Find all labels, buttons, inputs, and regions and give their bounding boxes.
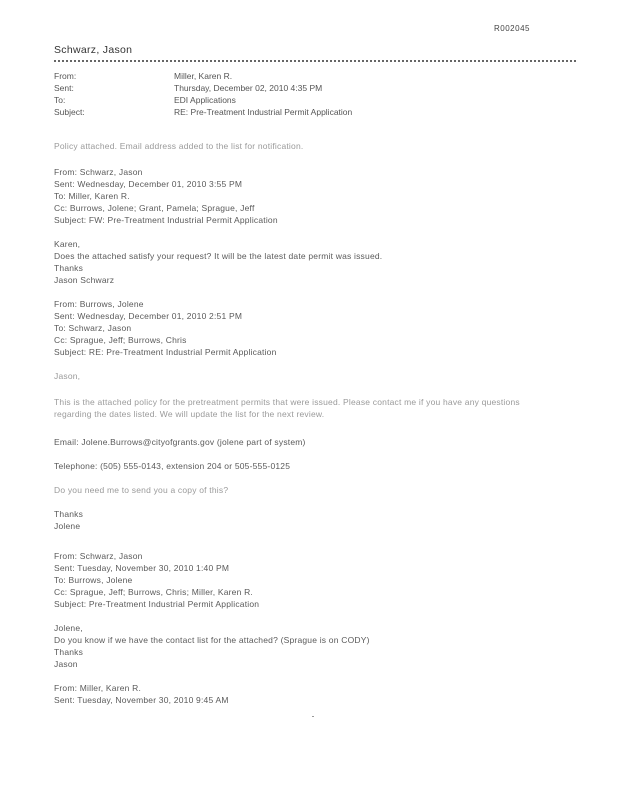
email-line: Jason Schwarz: [54, 275, 115, 285]
email-line: From: Schwarz, Jason: [54, 551, 143, 561]
email-line: From: Schwarz, Jason: [54, 167, 143, 177]
header-divider: [54, 60, 576, 62]
email-line: Subject: RE: Pre-Treatment Industrial Permit Application: [54, 347, 277, 357]
bates-number: R002045: [494, 24, 530, 33]
email-line: Thanks: [54, 509, 84, 519]
email-line: Do you know if we have the contact list for the attached? (Sprague is on CODY): [54, 635, 370, 645]
email-line: Subject: Pre-Treatment Industrial Permit Application: [54, 599, 260, 609]
email-line: Thanks: [54, 647, 84, 657]
header-row-to: [54, 94, 236, 106]
email-line: Cc: Burrows, Jolene; Grant, Pamela; Sprague, Jeff: [54, 203, 255, 213]
header-row-from: [54, 70, 232, 82]
header-label: From:: [54, 71, 77, 81]
email-line: From: Burrows, Jolene: [54, 299, 144, 309]
header-row-subject: [54, 106, 352, 118]
email-line: Sent: Wednesday, December 01, 2010 3:55 PM: [54, 179, 243, 189]
email-line: To: Miller, Karen R.: [54, 191, 130, 201]
email-line: Jason,: [54, 371, 81, 381]
email-author: Schwarz, Jason: [54, 44, 133, 56]
email-line: regarding the dates listed. We will update the list for the next review.: [54, 409, 325, 419]
email-line: Sent: Tuesday, November 30, 2010 9:45 AM: [54, 695, 229, 705]
email-line: Policy attached. Email address added to the list for notification.: [54, 141, 304, 151]
header-row-sent: [54, 82, 322, 94]
header-label: Subject:: [54, 107, 85, 117]
email-line: Jason: [54, 659, 78, 669]
header-label: To:: [54, 95, 66, 105]
email-line: Jolene: [54, 521, 81, 531]
email-line: To: Burrows, Jolene: [54, 575, 133, 585]
header-label: Sent:: [54, 83, 74, 93]
email-line: Cc: Sprague, Jeff; Burrows, Chris: [54, 335, 187, 345]
email-line: Email: Jolene.Burrows@cityofgrants.gov (jolene part of system): [54, 437, 306, 447]
email-line: Subject: FW: Pre-Treatment Industrial Permit Application: [54, 215, 278, 225]
email-line: Do you need me to send you a copy of this?: [54, 485, 229, 495]
page-mark: [312, 716, 314, 717]
email-line: Sent: Tuesday, November 30, 2010 1:40 PM: [54, 563, 230, 573]
email-line: Does the attached satisfy your request? It will be the latest date permit was issued.: [54, 251, 383, 261]
email-line: Sent: Wednesday, December 01, 2010 2:51 PM: [54, 311, 243, 321]
email-line: This is the attached policy for the pretreatment permits that were issued. Please contact me if you have any questions: [54, 397, 520, 407]
email-line: Thanks: [54, 263, 84, 273]
header-value: Thursday, December 02, 2010 4:35 PM: [174, 83, 323, 93]
email-line: Karen,: [54, 239, 81, 249]
header-value: RE: Pre-Treatment Industrial Permit Application: [174, 107, 353, 117]
email-line: Jolene,: [54, 623, 83, 633]
email-line: From: Miller, Karen R.: [54, 683, 142, 693]
header-value: EDI Applications: [174, 95, 236, 105]
header-value: Miller, Karen R.: [174, 71, 233, 81]
email-line: Cc: Sprague, Jeff; Burrows, Chris; Miller, Karen R.: [54, 587, 253, 597]
email-line: To: Schwarz, Jason: [54, 323, 132, 333]
email-line: Telephone: (505) 555-0143, extension 204 or 505-555-0125: [54, 461, 291, 471]
